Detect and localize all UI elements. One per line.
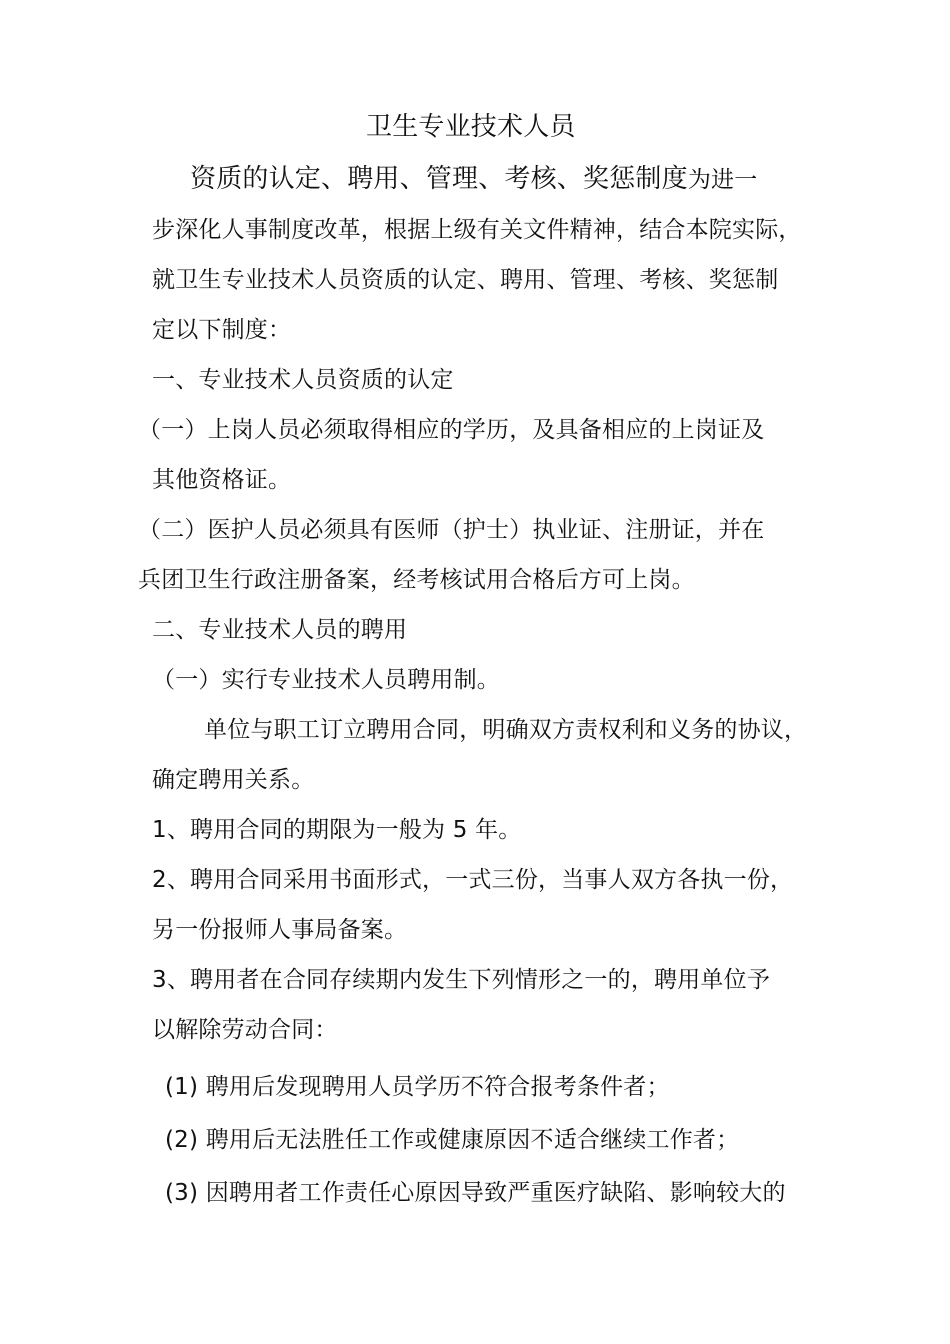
paragraph-line: 单位与职工订立聘用合同，明确双方责权利和义务的协议， xyxy=(204,717,808,743)
intro-text: 为进一 xyxy=(687,167,758,193)
paragraph-line: 步深化人事制度改革，根据上级有关文件精神，结合本院实际， xyxy=(152,217,802,243)
paragraph-line: 定以下制度： xyxy=(152,317,292,343)
sub-list-item: (1) 聘用后发现聘用人员学历不符合报考条件者； xyxy=(165,1074,670,1100)
paragraph-line: 另一份报师人事局备案。 xyxy=(152,917,408,943)
sub-list-item: (3) 因聘用者工作责任心原因导致严重医疗缺陷、影响较大的 xyxy=(165,1180,786,1206)
document-title: 卫生专业技术人员 xyxy=(366,112,576,142)
list-item: 3、聘用者在合同存续期内发生下列情形之一的，聘用单位予 xyxy=(152,967,771,993)
paragraph-line: （二）医护人员必须具有医师（护士）执业证、注册证，并在 xyxy=(138,517,765,543)
paragraph-line: （一）实行专业技术人员聘用制。 xyxy=(152,667,500,693)
paragraph-line: 就卫生专业技术人员资质的认定、聘用、管理、考核、奖惩制 xyxy=(152,267,779,293)
paragraph-line-intro xyxy=(190,162,757,196)
paragraph-line: （一）上岗人员必须取得相应的学历，及具备相应的上岗证及 xyxy=(138,417,765,443)
list-item: 1、聘用合同的期限为一般为 5 年。 xyxy=(152,817,522,843)
paragraph-line: 以解除劳动合同： xyxy=(152,1017,338,1043)
paragraph-line: 兵团卫生行政注册备案，经考核试用合格后方可上岗。 xyxy=(138,567,695,593)
paragraph-line: 确定聘用关系。 xyxy=(152,767,315,793)
sub-list-item: (2) 聘用后无法胜任工作或健康原因不适合继续工作者； xyxy=(165,1127,740,1153)
document-subtitle: 资质的认定、聘用、管理、考核、奖惩制度 xyxy=(190,164,688,194)
paragraph-line: 其他资格证。 xyxy=(152,467,292,493)
section-heading-2: 二、专业技术人员的聘用 xyxy=(152,617,408,643)
list-item: 2、聘用合同采用书面形式，一式三份，当事人双方各执一份， xyxy=(152,867,794,893)
section-heading-1: 一、专业技术人员资质的认定 xyxy=(152,367,454,393)
